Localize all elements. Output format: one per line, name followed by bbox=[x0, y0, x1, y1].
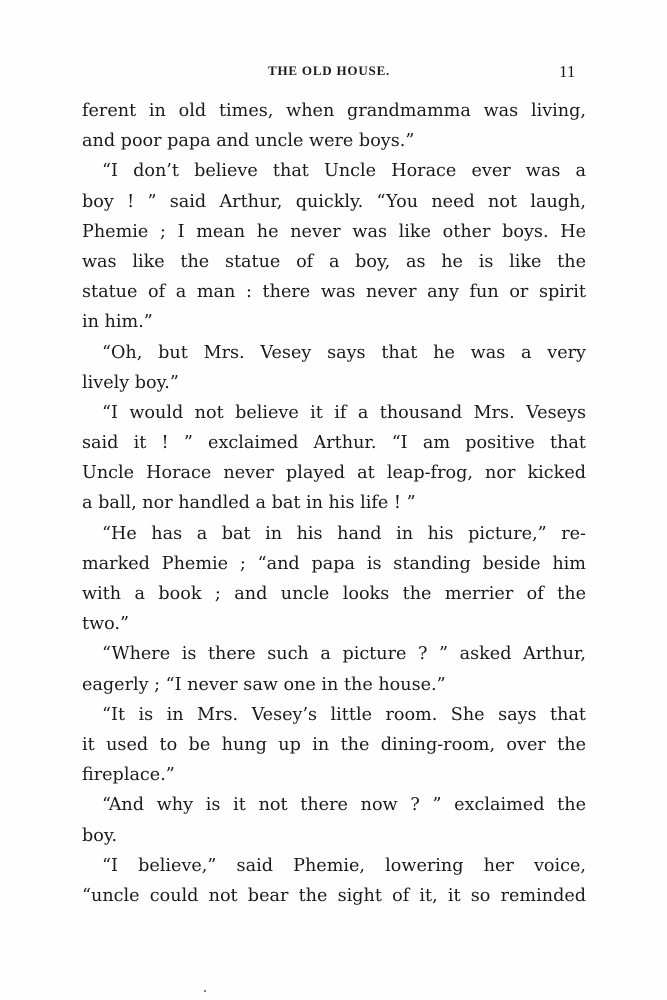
text-line: “Where is there such a picture ? ” asked Arthur, bbox=[102, 644, 586, 665]
text-line: and poor papa and uncle were boys.” bbox=[82, 131, 415, 152]
text-line: “He has a bat in his hand in his picture,” re- bbox=[102, 523, 586, 544]
text-line: “I believe,” said Phemie, lowering her voice, bbox=[102, 855, 586, 876]
text-line: a ball, nor handled a bat in his life ! ” bbox=[82, 493, 416, 514]
text-line: it used to be hung up in the dining-room, over the bbox=[82, 734, 586, 755]
text-line: Phemie ; I mean he never was like other boys. He bbox=[82, 221, 586, 242]
text-line: marked Phemie ; “and papa is standing beside him bbox=[82, 553, 586, 574]
text-line: fireplace.” bbox=[82, 765, 175, 786]
text-line: “And why is it not there now ? ” exclaimed the bbox=[102, 795, 586, 816]
text-line: eagerly ; “I never saw one in the house.” bbox=[82, 674, 446, 695]
text-line: with a book ; and uncle looks the merrier of the bbox=[82, 584, 586, 604]
text-line: ferent in old times, when grandmamma was living, bbox=[82, 101, 586, 121]
text-line: boy. bbox=[82, 825, 118, 846]
text-line: statue of a man : there was never any fun or spirit bbox=[82, 282, 586, 303]
page-number: 11 bbox=[559, 62, 576, 81]
text-line: “uncle could not bear the sight of it, it so reminded bbox=[82, 885, 586, 906]
text-line: lively boy.” bbox=[82, 372, 179, 393]
body-text bbox=[82, 96, 586, 911]
running-head bbox=[0, 63, 667, 85]
text-line: Uncle Horace never played at leap-frog, nor kicked bbox=[82, 463, 586, 484]
text-line: “Oh, but Mrs. Vesey says that he was a very bbox=[102, 342, 586, 363]
text-line: “It is in Mrs. Vesey’s little room. She says that bbox=[102, 704, 586, 725]
text-line: two.” bbox=[82, 614, 129, 635]
text-line: boy ! ” said Arthur, quickly. “You need not laugh, bbox=[82, 191, 586, 212]
text-line: “I would not believe it if a thousand Mrs. Veseys bbox=[102, 402, 586, 423]
text-line: “I don’t believe that Uncle Horace ever was a bbox=[102, 161, 586, 182]
text-line: said it ! ” exclaimed Arthur. “I am positive that bbox=[82, 433, 586, 454]
text-line: in him.” bbox=[82, 312, 153, 333]
print-speck bbox=[204, 990, 206, 992]
running-head-title: THE OLD HOUSE. bbox=[268, 63, 391, 78]
text-line: was like the statue of a boy, as he is like the bbox=[82, 251, 586, 272]
